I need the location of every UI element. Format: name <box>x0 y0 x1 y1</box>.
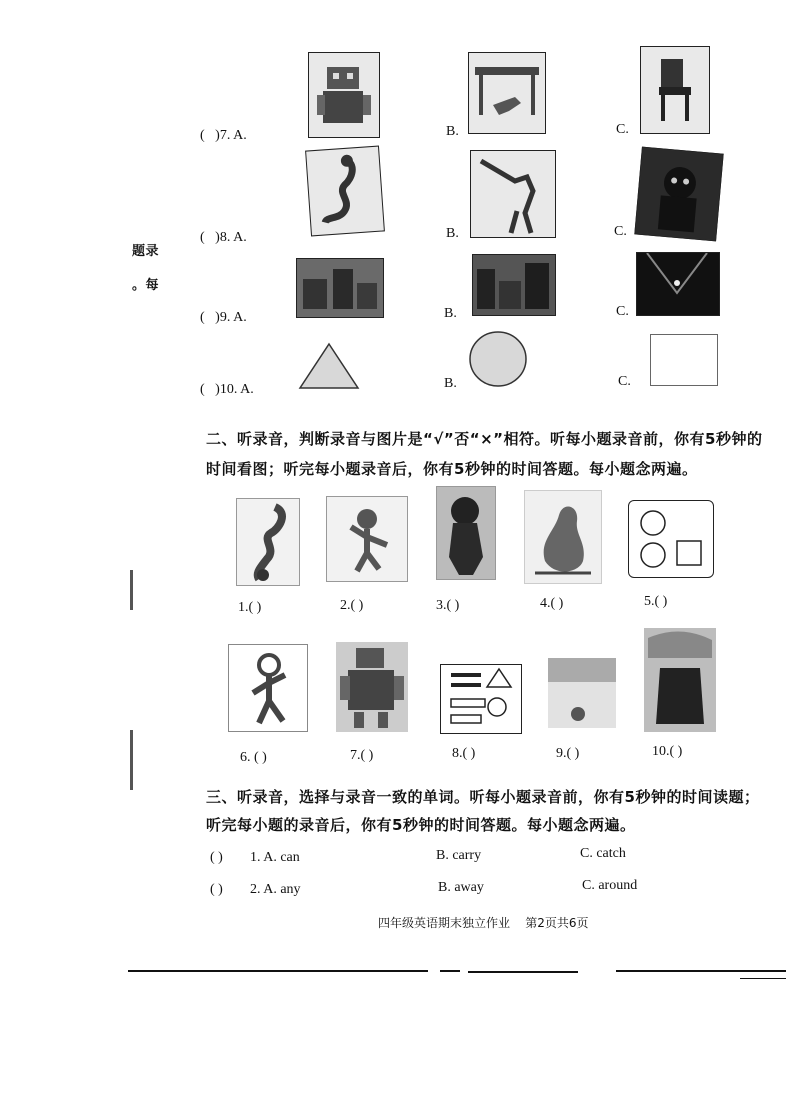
option-c-label: C. <box>616 304 629 319</box>
answer-paren[interactable]: 4.( ) <box>540 596 564 611</box>
margin-fragment-2: 。每 <box>132 278 160 293</box>
lizard-picture <box>236 498 300 586</box>
option-b: B. away <box>438 880 484 895</box>
shapes-picture <box>440 664 522 734</box>
option-b-label: B. <box>444 306 457 321</box>
building-scene-picture <box>296 258 384 318</box>
section2-instruction-line1: 二、听录音，判断录音与图片是“√”否“×”相符。听每小题录音前，你有5秒钟的 <box>206 430 763 448</box>
table-dog-picture <box>468 52 546 134</box>
scan-artifact <box>130 570 133 610</box>
rectangle-picture <box>650 334 718 386</box>
room-picture <box>548 658 616 728</box>
answer-paren[interactable]: ( ) <box>210 882 223 897</box>
answer-paren[interactable]: 5.( ) <box>644 594 668 609</box>
section2-instruction-line2: 时间看图；听完每小题录音后，你有5秒钟的时间答题。每小题念两遍。 <box>206 460 698 478</box>
option-b-label: B. <box>444 376 457 391</box>
answer-paren[interactable]: 10.( ) <box>652 744 683 759</box>
option-b: B. carry <box>436 848 482 863</box>
question-number: 7. <box>219 128 231 143</box>
lizard-picture <box>305 146 385 237</box>
gingerbread-picture <box>228 644 308 732</box>
answer-paren[interactable]: 8.( ) <box>452 746 476 761</box>
circle-picture <box>468 330 528 388</box>
monster-picture <box>634 147 723 242</box>
answer-paren[interactable]: 3.( ) <box>436 598 460 613</box>
answer-paren[interactable]: 9.( ) <box>556 746 580 761</box>
question-number: 8. <box>219 230 231 245</box>
answer-paren[interactable]: 6. ( ) <box>240 750 267 765</box>
option-a-label: A. <box>233 230 247 245</box>
answer-paren[interactable]: ( )7. A. <box>200 128 247 143</box>
shapes-picture <box>628 500 714 578</box>
bottom-rule <box>440 970 460 972</box>
question-number: 9. <box>219 310 231 325</box>
robot-picture <box>308 52 380 138</box>
monster-picture <box>436 486 496 580</box>
option-a-label: A. <box>233 128 247 143</box>
option-a-label: A. <box>233 310 247 325</box>
answer-paren[interactable]: 7.( ) <box>350 748 374 763</box>
option-b-label: B. <box>446 124 459 139</box>
answer-paren[interactable]: ( )9. A. <box>200 310 247 325</box>
option-a: 1. A. can <box>250 850 300 865</box>
answer-paren[interactable]: ( )10. A. <box>200 382 254 397</box>
section3-instruction-line1: 三、听录音，选择与录音一致的单词。听每小题录音前，你有5秒钟的时间读题； <box>206 788 760 806</box>
section3-instruction-line2: 听完每小题的录音后，你有5秒钟的时间答题。每小题念两遍。 <box>206 816 636 834</box>
option-b-label: B. <box>446 226 459 241</box>
answer-paren[interactable]: 2.( ) <box>340 598 364 613</box>
question-number: 10. <box>219 382 238 397</box>
night-scene-picture <box>636 252 720 316</box>
answer-paren[interactable]: ( ) <box>210 850 223 865</box>
bottom-rule <box>740 978 786 979</box>
bottom-rule <box>616 970 786 972</box>
bottom-rule <box>468 971 578 973</box>
option-a-label: A. <box>240 382 254 397</box>
car-picture <box>644 628 716 732</box>
option-c: C. catch <box>580 846 626 861</box>
triangle-picture <box>298 342 360 390</box>
margin-fragment-1: 题录 <box>132 244 160 259</box>
chair-picture <box>640 46 710 134</box>
city-scene-picture <box>472 254 556 316</box>
robot-picture <box>336 642 408 732</box>
tall-animal-picture <box>470 150 556 238</box>
dragon-picture <box>524 490 602 584</box>
option-a: 2. A. any <box>250 882 301 897</box>
option-c-label: C. <box>616 122 629 137</box>
page-footer: 四年级英语期末独立作业 第2页共6页 <box>378 916 589 930</box>
option-c-label: C. <box>614 224 627 239</box>
bottom-rule <box>128 970 428 972</box>
answer-paren[interactable]: 1.( ) <box>238 600 262 615</box>
answer-paren[interactable]: ( )8. A. <box>200 230 247 245</box>
scan-artifact <box>130 730 133 790</box>
monkey-picture <box>326 496 408 582</box>
option-c-label: C. <box>618 374 631 389</box>
option-c: C. around <box>582 878 638 893</box>
